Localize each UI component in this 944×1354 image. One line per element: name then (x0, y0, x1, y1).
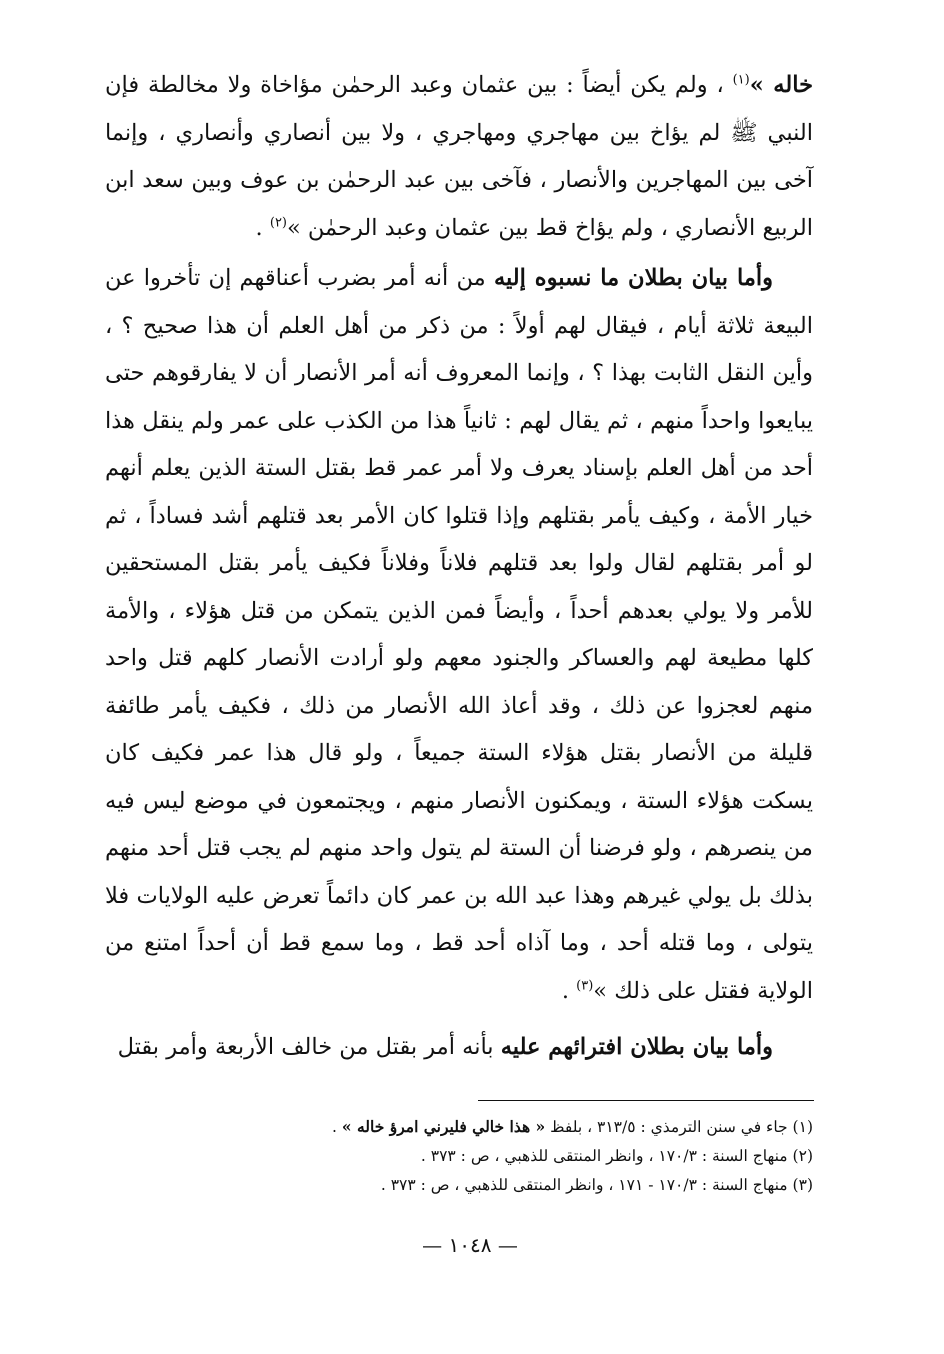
footnote-ref-2: (٢) (269, 215, 287, 230)
footnote-2-text: منهاج السنة : ١٧٠/٣ ، وانظر المنتقى للذهبي ، ص : ٣٧٣ . (420, 1147, 793, 1165)
footnote-1-quote: « هذا خالي فليرني امرؤ خاله » (341, 1117, 546, 1136)
paragraph-3-lead: وأما بيان بطلان افترائهم عليه (500, 1034, 773, 1060)
footnotes (170, 1112, 813, 1200)
footnote-ref-3: (٣) (576, 978, 594, 993)
footnote-ref-1: (١) (732, 72, 750, 88)
paragraph-1-body: ، ولم يكن أيضاً : بين عثمان وعبد الرحمٰن مؤاخاة ولا مخالطة فإن النبي ﷺ لم يؤاخ بين مهاجري ومهاجري ، ولا بين أنصاري وأنصاري ، وإنما آخى بين المهاجرين والأنصار ، فآخى بين عبد الرحمٰن بن عوف وبين سعد ابن الربيع الأنصاري ، ولم يؤاخ قط بين عثمان وعبد الرحمٰن » (105, 72, 813, 241)
paragraph-2-body: من أنه أمر بضرب أعناقهم إن تأخروا عن البيعة ثلاثة أيام ، فيقال لهم أولاً : من ذكر من أهل العلم أن هذا صحيح ؟ ، وأين النقل الثابت بهذا ؟ ، وإنما المعروف أنه أمر الأنصار أن لا يفارقوهم حتى يبايعوا واحداً منهم ، ثم يقال لهم : ثانياً هذا من الكذب على عمر ولم ينقل هذا أحد من أهل العلم بإسناد يعرف ولا أمر عمر قط بقتل الستة الذين يعلم أنهم خيار الأمة ، وكيف يأمر بقتلهم وإذا قتلوا كان الأمر بعد قتلهم أشد فساداً ، ثم لو أمر بقتلهم لقال ولوا بعد قتلهم فلاناً وفلاناً فكيف يأمر بقتل المستحقين للأمر ولا يولي بعدهم أحداً ، وأيضاً فمن الذين يتمكن من قتل هؤلاء ، والأمة كلها مطيعة لهم والعساكر والجنود معهم ولو أرادت الأنصار كلهم قتل واحد منهم لعجزوا عن ذلك ، وقد أعاذ الله الأنصار من ذلك ، فكيف يأمر طائفة قليلة من الأنصار بقتل هؤلاء الستة جميعاً ، ولو قال هذا عمر فكيف كان يسكت هؤلاء الستة ، ويمكنون الأنصار منهم ، ويجتمعون في موضع ليس فيه من ينصرهم ، ولو فرضنا أن الستة لم يتول واحد منهم لم يجب قتل أحد منهم بذلك بل يولي غيرهم وهذا عبد الله بن عمر كان دائماً تعرض عليه الولايات فلا يتولى ، وما قتله أحد ، وما آذاه أحد قط ، وما سمع قط أن أحداً امتنع من الولاية فقتل على ذلك » (105, 265, 813, 1004)
footnote-2-number: (٢) (792, 1147, 813, 1165)
footnote-3 (170, 1171, 813, 1200)
paragraph-2-end: . (561, 977, 577, 1004)
footnote-2 (170, 1142, 813, 1171)
footnote-1 (170, 1112, 813, 1142)
footnote-divider (478, 1100, 814, 1101)
paragraph-3 (105, 1024, 813, 1072)
paragraph-1-end: . (255, 214, 270, 241)
main-text (105, 62, 813, 1072)
footnote-3-number: (٣) (792, 1176, 813, 1194)
footnote-1-text: جاء في سنن الترمذي : ٣١٣/٥ ، بلفظ (545, 1118, 793, 1136)
footnote-1-number: (١) (792, 1118, 813, 1136)
paragraph-3-body: بأنه أمر بقتل من خالف الأربعة وأمر بقتل (117, 1034, 501, 1060)
page-number: — ١٠٤٨ — (422, 1233, 518, 1257)
footnote-1-end: . (332, 1118, 342, 1136)
quote-end-text: خاله » (749, 72, 813, 98)
paragraph-2 (105, 255, 813, 1015)
footnote-3-text: منهاج السنة : ١٧٠/٣ - ١٧١ ، وانظر المنتقى للذهبي ، ص : ٣٧٣ . (380, 1176, 793, 1194)
paragraph-2-lead: وأما بيان بطلان ما نسبوه إليه (493, 265, 773, 291)
paragraph-1 (105, 62, 813, 252)
